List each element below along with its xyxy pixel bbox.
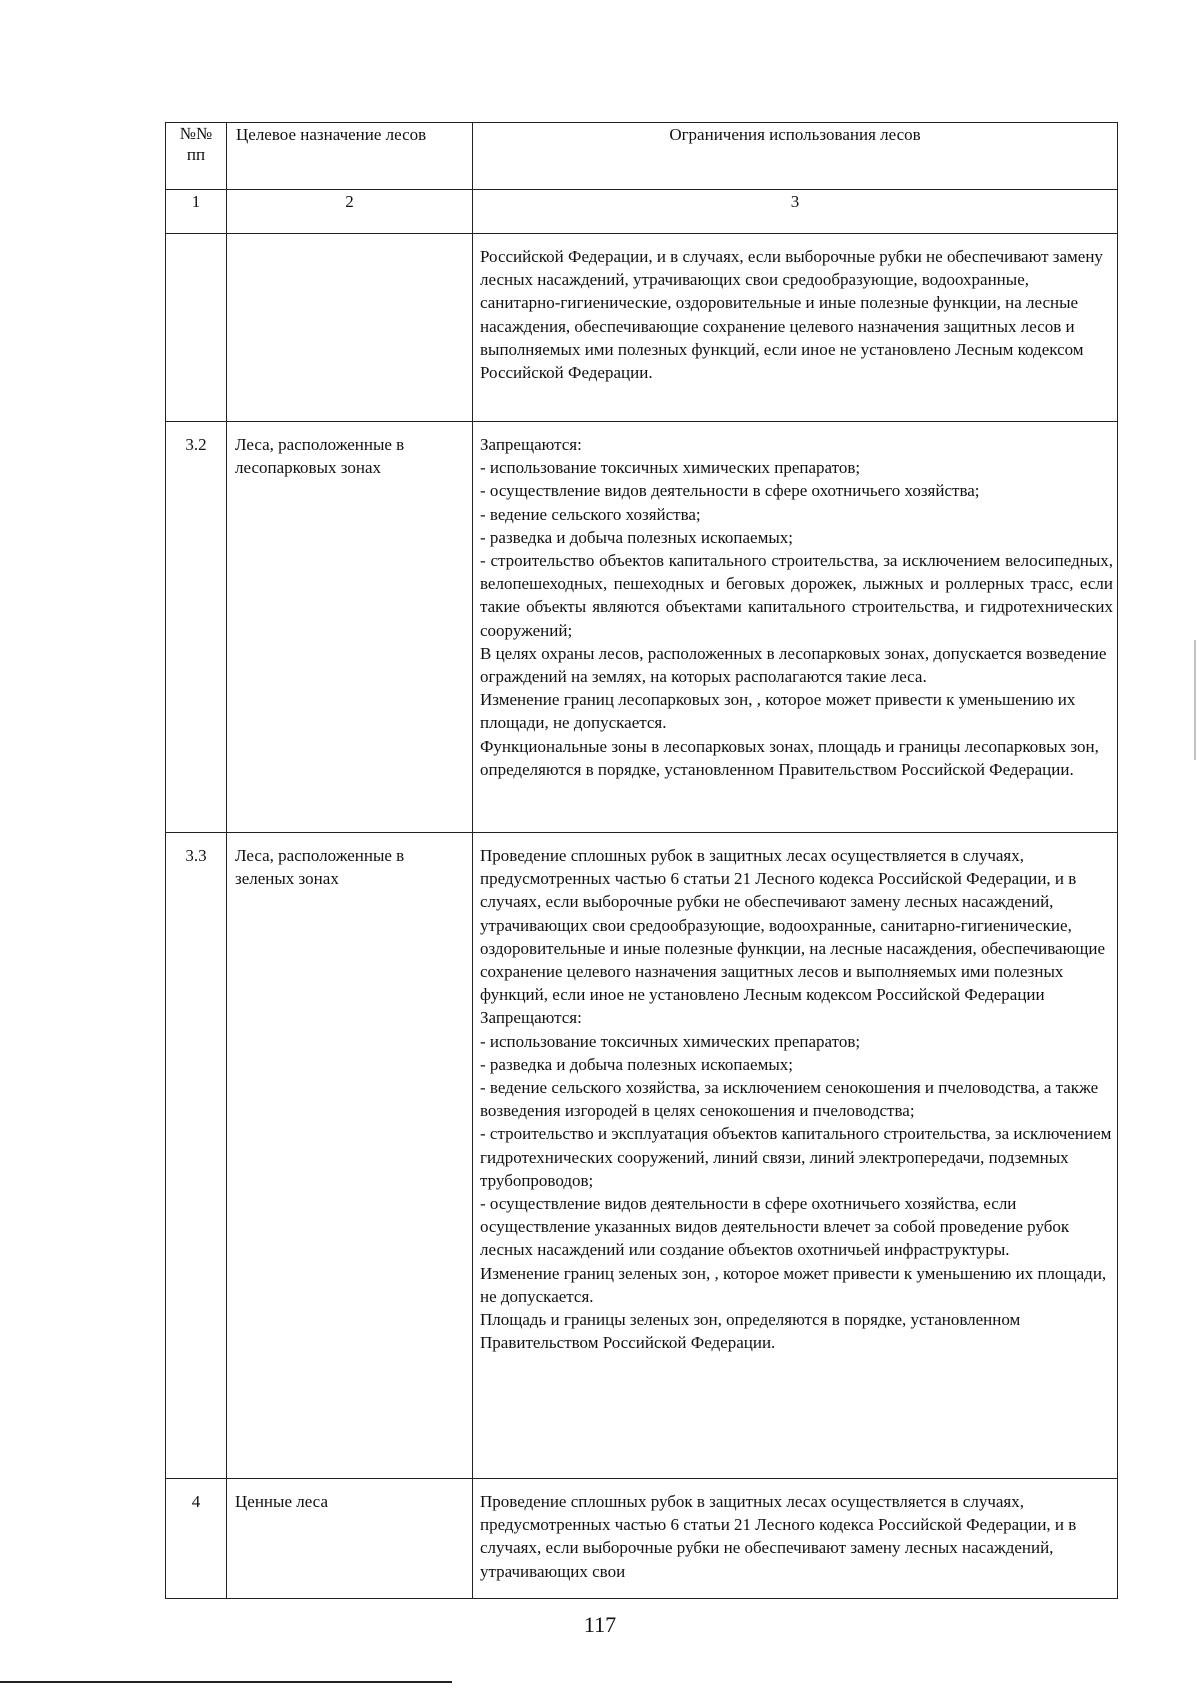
table-row-3-2 xyxy=(166,422,1118,833)
table-row-continuation xyxy=(166,234,1118,422)
restrictions-cell xyxy=(473,422,1118,833)
header-number-label: №№ пп xyxy=(179,124,213,164)
scan-edge-mark xyxy=(1194,640,1196,760)
list-item: - использование токсичных химических препаратов; xyxy=(480,1031,861,1051)
purpose-text: Леса, расположенные в лесопарковых зонах xyxy=(227,422,473,833)
list-item: - ведение сельского хозяйства; xyxy=(480,504,701,524)
table-row-3-3 xyxy=(166,833,1118,1479)
column-number-2: 2 xyxy=(227,190,473,234)
purpose-cell xyxy=(227,234,473,422)
list-item: - использование токсичных химических препаратов; xyxy=(480,458,861,478)
boundaries-text: Изменение границ лесопарковых зон, , которое может привести к уменьшению их площади, не допускается. xyxy=(480,690,1076,733)
list-item: - строительство и эксплуатация объектов капитального строительства, за исключением гидротехнических сооружений, линий связи, линий электропередачи, подземных трубопроводов; xyxy=(480,1124,1112,1190)
row-number: 3.3 xyxy=(166,833,227,1479)
header-number xyxy=(166,123,227,190)
header-purpose: Целевое назначение лесов xyxy=(227,123,473,190)
purpose-text: Ценные леса xyxy=(227,1479,473,1599)
prohibited-heading: Запрещаются: xyxy=(480,1008,582,1028)
column-number-row xyxy=(166,190,1118,234)
clearcut-text: Проведение сплошных рубок в защитных лесах осуществляется в случаях, предусмотренных частью 6 статьи 21 Лесного кодекса Российской Федерации, и в случаях, если выборочные рубки не обеспечивают замену лесных насаждений, утрачивающих свои средообразующие, водоохранные, санитарно-гигиенические, оздоровительные и иные полезные функции, на лесные насаждения, обеспечивающие сохранение целевого назначения защитных лесов и выполняемых ими полезных функций, если иное не установлено Лесным кодексом Российской Федерации xyxy=(480,846,1106,1005)
boundaries-text: Изменение границ зеленых зон, , которое может привести к уменьшению их площади, не допускается. xyxy=(480,1263,1107,1306)
list-item: - ведение сельского хозяйства, за исключением сенокошения и пчеловодства, а также возведения изгородей в целях сенокошения и пчеловодства; xyxy=(480,1078,1099,1121)
column-number-3: 3 xyxy=(473,190,1118,234)
restrictions-cell xyxy=(473,833,1118,1479)
list-item: - осуществление видов деятельности в сфере охотничьего хозяйства; xyxy=(480,481,980,501)
column-number-1: 1 xyxy=(166,190,227,234)
header-restrictions: Ограничения использования лесов xyxy=(473,123,1118,190)
list-item: - осуществление видов деятельности в сфере охотничьего хозяйства, если осуществление указанных видов деятельности влечет за собой проведение рубок лесных насаждений или создание объектов охотничьей инфраструктуры. xyxy=(480,1194,1070,1260)
list-item: - строительство объектов капитального строительства, за исключением велосипедных, велопешеходных, пешеходных и беговых дорожек, лыжных и роллерных трасс, если такие объекты являются объектами капитального строительства, и гидротехнических сооружений; xyxy=(480,551,1113,640)
table-row-4 xyxy=(166,1479,1118,1599)
restrictions-cell xyxy=(473,234,1118,422)
continuation-text: Российской Федерации, и в случаях, если выборочные рубки не обеспечивают замену лесных насаждений, утрачивающих свои средообразующие, водоохранные, санитарно-гигиенические, оздоровительные и иные полезные функции, на лесные насаждения, обеспечивающие сохранение целевого назначения защитных лесов и выполняемых ими полезных функций, если иное не установлено Лесным кодексом Российской Федерации. xyxy=(480,247,1103,383)
zones-text: Функциональные зоны в лесопарковых зонах, площадь и границы лесопарковых зон, определяются в порядке, установленном Правительством Российской Федерации. xyxy=(480,736,1099,779)
forest-restrictions-table xyxy=(165,122,1118,1599)
prohibited-heading: Запрещаются: xyxy=(480,435,582,454)
table-header-row xyxy=(166,123,1118,190)
bottom-rule xyxy=(0,1681,452,1683)
page-number: 117 xyxy=(583,1612,617,1637)
zones-text: Площадь и границы зеленых зон, определяются в порядке, установленном Правительством Российской Федерации. xyxy=(480,1310,1021,1353)
fencing-text: В целях охраны лесов, расположенных в лесопарковых зонах, допускается возведение ограждений на землях, на которых располагаются такие леса. xyxy=(480,643,1107,687)
row-number-cell xyxy=(166,234,227,422)
list-item: - разведка и добыча полезных ископаемых; xyxy=(480,1054,794,1074)
restrictions-cell xyxy=(473,1479,1118,1599)
clearcut-text: Проведение сплошных рубок в защитных лесах осуществляется в случаях, предусмотренных частью 6 статьи 21 Лесного кодекса Российской Федерации, и в случаях, если выборочные рубки не обеспечивают замену лесных насаждений, утрачивающих свои xyxy=(480,1492,1077,1581)
row-number: 3.2 xyxy=(166,422,227,833)
row-number: 4 xyxy=(166,1479,227,1599)
purpose-text: Леса, расположенные в зеленых зонах xyxy=(227,833,473,1479)
list-item: - разведка и добыча полезных ископаемых; xyxy=(480,527,794,547)
